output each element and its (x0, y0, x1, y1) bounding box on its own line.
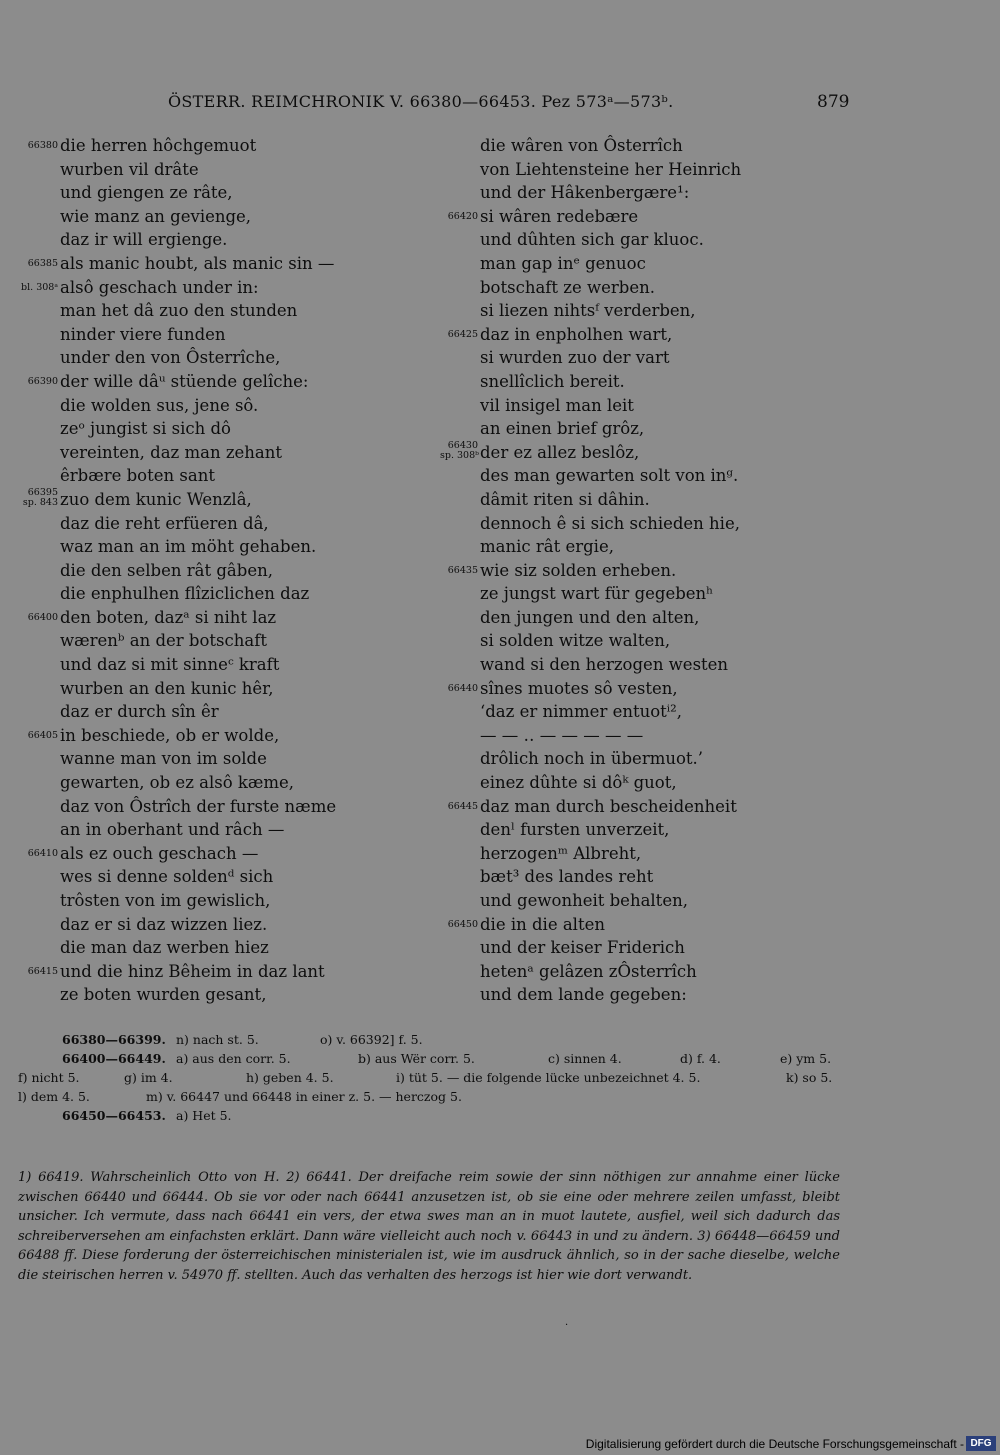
verse-line (20, 936, 440, 960)
verse-text: wærenᵇ an der botschaft (60, 631, 267, 651)
verse-line (20, 346, 440, 370)
verse-line (440, 889, 840, 913)
page-number: 879 (817, 92, 850, 112)
verse-text: — — ‥ — — — — — (480, 725, 644, 745)
verse-line (20, 394, 440, 418)
verse-line (20, 747, 440, 771)
verse-text: gewarten, ob ez alsô kæme, (60, 773, 295, 793)
variant-range: 66400—66449. (62, 1051, 166, 1066)
verse-text: dennoch ê si sich schieden hie, (480, 513, 740, 533)
variant-line (18, 1049, 843, 1068)
verse-number: 66405 (27, 729, 58, 741)
verse-text: und die hinz Bêheim in daz lant (60, 961, 325, 981)
verse-text: ze boten wurden gesant, (60, 985, 267, 1005)
verse-line (440, 276, 840, 300)
verse-text: zeᵒ jungist si sich dô (60, 419, 231, 439)
verse-line (440, 205, 840, 229)
running-title: ÖSTERR. REIMCHRONIK V. 66380—66453. Pez 573ᵃ—573ᵇ. (168, 92, 674, 111)
verse-line (20, 677, 440, 701)
variant-range: 66380—66399. (62, 1032, 166, 1047)
variant-item: a) aus den corr. 5. (176, 1051, 291, 1066)
verse-line (440, 559, 840, 583)
verse-text: trôsten von im gewislich, (60, 891, 271, 910)
verse-text: wanne man von im solde (60, 749, 267, 769)
verse-text: dâmit riten si dâhin. (480, 489, 650, 509)
verse-text: als manic houbt, als manic sin — (60, 253, 335, 273)
verse-line (20, 559, 440, 583)
verse-line (440, 913, 840, 937)
variant-item: l) dem 4. 5. (18, 1089, 90, 1104)
verse-text: der ez allez beslôz, (480, 442, 640, 462)
verse-line (20, 464, 440, 488)
verse-number: 66425 (447, 328, 478, 340)
verse-text: der wille dâᵘ stüende gelîche: (60, 371, 309, 391)
verse-text: daz ir will ergienge. (60, 230, 228, 250)
verse-text: zuo dem kunic Wenzlâ, (60, 489, 252, 509)
verse-number: 66410 (27, 847, 58, 859)
verse-line (440, 158, 840, 182)
verse-line (440, 724, 840, 748)
verse-line (440, 370, 840, 394)
verse-line (440, 983, 840, 1007)
verse-line (440, 535, 840, 559)
verse-line (440, 299, 840, 323)
verse-line (20, 370, 440, 394)
verse-line (440, 228, 840, 252)
verse-line (20, 700, 440, 724)
verse-text: und der Hâkenbergære¹: (480, 183, 690, 203)
variant-item: d) f. 4. (680, 1051, 721, 1066)
verse-line (20, 818, 440, 842)
verse-text: ze jungst wart für gegebenʰ (480, 584, 714, 604)
verse-line (20, 535, 440, 559)
variant-item: c) sinnen 4. (548, 1051, 622, 1066)
variant-range: 66450—66453. (62, 1108, 166, 1123)
verse-text: ninder viere funden (60, 324, 226, 344)
verse-number: 66385 (27, 257, 58, 269)
verse-text: und gewonheit behalten, (480, 891, 688, 910)
verse-text: snellîclich bereit. (480, 371, 625, 391)
verse-line (20, 512, 440, 536)
left-verse-column (20, 134, 440, 1007)
variant-line (18, 1087, 843, 1106)
verse-text: wie siz solden erheben. (480, 560, 677, 580)
verse-line (440, 865, 840, 889)
verse-text: man het dâ zuo den stunden (60, 301, 298, 321)
verse-text: die herren hôchgemuot (60, 136, 257, 155)
verse-line (440, 653, 840, 677)
verse-line (20, 323, 440, 347)
verse-line (20, 252, 440, 276)
verse-text: des man gewarten solt von inᵍ. (480, 466, 739, 486)
verse-line (20, 842, 440, 866)
verse-line (20, 205, 440, 229)
verse-text: und daz si mit sinneᶜ kraft (60, 655, 280, 675)
verse-text: und dem lande gegeben: (480, 985, 687, 1005)
verse-line (20, 181, 440, 205)
verse-text: manic rât ergie, (480, 537, 614, 557)
dfg-logo-icon: DFG (966, 1436, 996, 1451)
verse-line (440, 417, 840, 441)
verse-line (440, 464, 840, 488)
verse-text: die wâren von Ôsterrîch (480, 136, 683, 155)
verse-text: den jungen und den alten, (480, 607, 700, 627)
verse-line (20, 606, 440, 630)
verse-line (20, 276, 440, 300)
variant-item: e) ym 5. (780, 1051, 832, 1066)
verse-number: 66415 (27, 965, 58, 977)
footnote-text: 1) 66419. Wahrscheinlich Otto von H. 2) 66441. Der dreifache reim sowie der sinn nöthigen zur annahme einer lücke zwischen 66440 und 66444. Ob sie vor oder nach 66441 anzusetzen ist, ob sie eine oder mehrere zeilen umfasst, bleibt unsicher. Ich vermute, dass nach 66441 ein vers, der etwa swes man an in muot lautete, ausfiel, weil sich dadurch das schreiberversehen am einfachsten erklärt. Dann wäre vielleicht auch noch v. 66443 in und zu ändern. 3) 66448—66459 und 66488 ff. Diese forderung der österreichischen ministerialen ist, wie im ausdruck ähnlich, so in der sache dieselbe, welche die steirischen herren v. 54970 ff. stellten. Auch das verhalten des herzogs ist hier wie dort verwandt. (18, 1170, 840, 1283)
verse-text: ʻdaz er nimmer entuotⁱ², (480, 702, 682, 722)
verse-text: daz in enpholhen wart, (480, 324, 673, 344)
verse-text: waz man an im möht gehaben. (60, 537, 317, 557)
verse-text: und dûhten sich gar kluoc. (480, 230, 704, 250)
verse-text: daz man durch bescheidenheit (480, 796, 737, 816)
verse-text: die in die alten (480, 914, 605, 934)
verse-text: die enphulhen flîziclichen daz (60, 584, 310, 604)
variant-item: o) v. 66392] f. 5. (320, 1032, 423, 1047)
verse-number: 66400 (27, 611, 58, 623)
verse-text: sînes muotes sô vesten, (480, 678, 678, 698)
verse-text: an in oberhant und râch — (60, 820, 285, 840)
verse-number: 66450 (447, 918, 478, 930)
verse-text: botschaft ze werben. (480, 277, 655, 297)
variant-item: f) nicht 5. (18, 1070, 80, 1085)
verse-line (20, 488, 440, 512)
verse-text: vil insigel man leit (480, 395, 634, 415)
verse-text: die wolden sus, jene sô. (60, 395, 259, 415)
verse-text: êrbære boten sant (60, 466, 215, 486)
verse-text: einez dûhte si dôᵏ guot, (480, 773, 677, 793)
verse-text: man gap inᵉ genuoc (480, 253, 646, 273)
verse-number: 66445 (447, 800, 478, 812)
verse-line (440, 134, 840, 158)
verse-number: 66390 (27, 375, 58, 387)
verse-line (20, 417, 440, 441)
variant-item: k) so 5. (786, 1070, 833, 1085)
verse-line (20, 228, 440, 252)
verse-text: und giengen ze râte, (60, 183, 233, 203)
verse-text: in beschiede, ob er wolde, (60, 725, 280, 745)
verse-line (440, 629, 840, 653)
verse-line (440, 771, 840, 795)
verse-line (20, 158, 440, 182)
verse-text: hetenᵃ gelâzen zÔsterrîch (480, 961, 697, 981)
variant-item: i) tüt 5. — die folgende lücke unbezeichnet 4. 5. (396, 1070, 701, 1085)
verse-line (440, 441, 840, 465)
verse-text: von Liehtensteine her Heinrich (480, 159, 742, 179)
variant-line (18, 1106, 843, 1125)
running-header (0, 92, 1000, 114)
verse-line (440, 936, 840, 960)
variant-line (18, 1068, 843, 1087)
verse-line (440, 582, 840, 606)
verse-line (20, 960, 440, 984)
verse-text: drôlich noch in übermuot.’ (480, 749, 704, 769)
verse-text: si liezen nihtsᶠ verderben, (480, 301, 696, 321)
verse-text: bæt³ des landes reht (480, 867, 654, 887)
verse-text: daz von Ôstrîch der furste næme (60, 796, 337, 816)
variant-item: g) im 4. (124, 1070, 173, 1085)
verse-number: 66435 (447, 564, 478, 576)
verse-text: si wurden zuo der vart (480, 348, 670, 368)
right-verse-column (440, 134, 840, 1007)
verse-text: an einen brief grôz, (480, 419, 645, 439)
variant-line (18, 1030, 843, 1049)
verse-text: herzogenᵐ Albreht, (480, 843, 642, 863)
verse-text: wurben an den kunic hêr, (60, 678, 274, 698)
verse-line (440, 818, 840, 842)
verse-text: wurben vil drâte (60, 159, 199, 179)
verse-line (20, 653, 440, 677)
verse-line (440, 700, 840, 724)
variant-item: m) v. 66447 und 66448 in einer z. 5. — herczog 5. (146, 1089, 462, 1104)
verse-number: 66430 sp. 308ᵇ (440, 439, 479, 461)
verse-line (20, 441, 440, 465)
verse-line (440, 512, 840, 536)
verse-text: und der keiser Friderich (480, 938, 685, 958)
verse-line (20, 724, 440, 748)
variant-apparatus (18, 1030, 843, 1125)
variant-item: n) nach st. 5. (176, 1032, 259, 1047)
verse-text: wie manz an gevienge, (60, 206, 252, 226)
verse-number: bl. 308ᵃ (21, 281, 58, 293)
verse-line (440, 181, 840, 205)
verse-line (20, 771, 440, 795)
digitization-credit: Digitalisierung gefördert durch die Deutsche Forschungsgemeinschaft - (585, 1437, 964, 1451)
verse-line (20, 134, 440, 158)
verse-text: die den selben rât gâben, (60, 560, 273, 580)
verse-line (20, 889, 440, 913)
verse-line (440, 346, 840, 370)
verse-text: si wâren redebære (480, 206, 639, 226)
verse-line (440, 488, 840, 512)
verse-line (440, 842, 840, 866)
verse-line (20, 913, 440, 937)
verse-line (20, 582, 440, 606)
verse-text: daz er durch sîn êr (60, 702, 219, 722)
verse-line (440, 394, 840, 418)
verse-number: 66380 (27, 140, 58, 151)
verse-text: daz die reht erfüeren dâ, (60, 513, 269, 533)
verse-line (440, 795, 840, 819)
verse-text: als ez ouch geschach — (60, 843, 259, 863)
verse-number: 66440 (447, 682, 478, 694)
verse-line (440, 606, 840, 630)
footnotes (18, 1168, 840, 1286)
verse-text: wand si den herzogen westen (480, 655, 729, 675)
variant-item: b) aus Wër corr. 5. (358, 1051, 475, 1066)
verse-line (440, 747, 840, 771)
verse-line (20, 629, 440, 653)
verse-text: die man daz werben hiez (60, 938, 269, 958)
verse-number: 66420 (447, 210, 478, 222)
verse-line (20, 865, 440, 889)
verse-line (440, 252, 840, 276)
stray-mark: · (565, 1320, 569, 1331)
verse-line (20, 299, 440, 323)
verse-line (20, 795, 440, 819)
verse-text: vereinten, daz man zehant (60, 442, 283, 462)
verse-text: wes si denne soldenᵈ sich (60, 867, 274, 887)
verse-line (440, 323, 840, 347)
variant-item: a) Het 5. (176, 1108, 232, 1123)
verse-text: si solden witze walten, (480, 631, 671, 651)
verse-line (440, 677, 840, 701)
verse-line (440, 960, 840, 984)
variant-item: h) geben 4. 5. (246, 1070, 334, 1085)
verse-number: 66395 sp. 843 (22, 486, 58, 508)
verse-line (20, 983, 440, 1007)
verse-text: alsô geschach under in: (60, 277, 259, 297)
verse-text: under den von Ôsterrîche, (60, 348, 281, 368)
verse-text: den boten, dazᵃ si niht laz (60, 607, 277, 627)
verse-text: daz er si daz wizzen liez. (60, 914, 268, 934)
verse-text: denˡ fursten unverzeit, (480, 820, 670, 840)
